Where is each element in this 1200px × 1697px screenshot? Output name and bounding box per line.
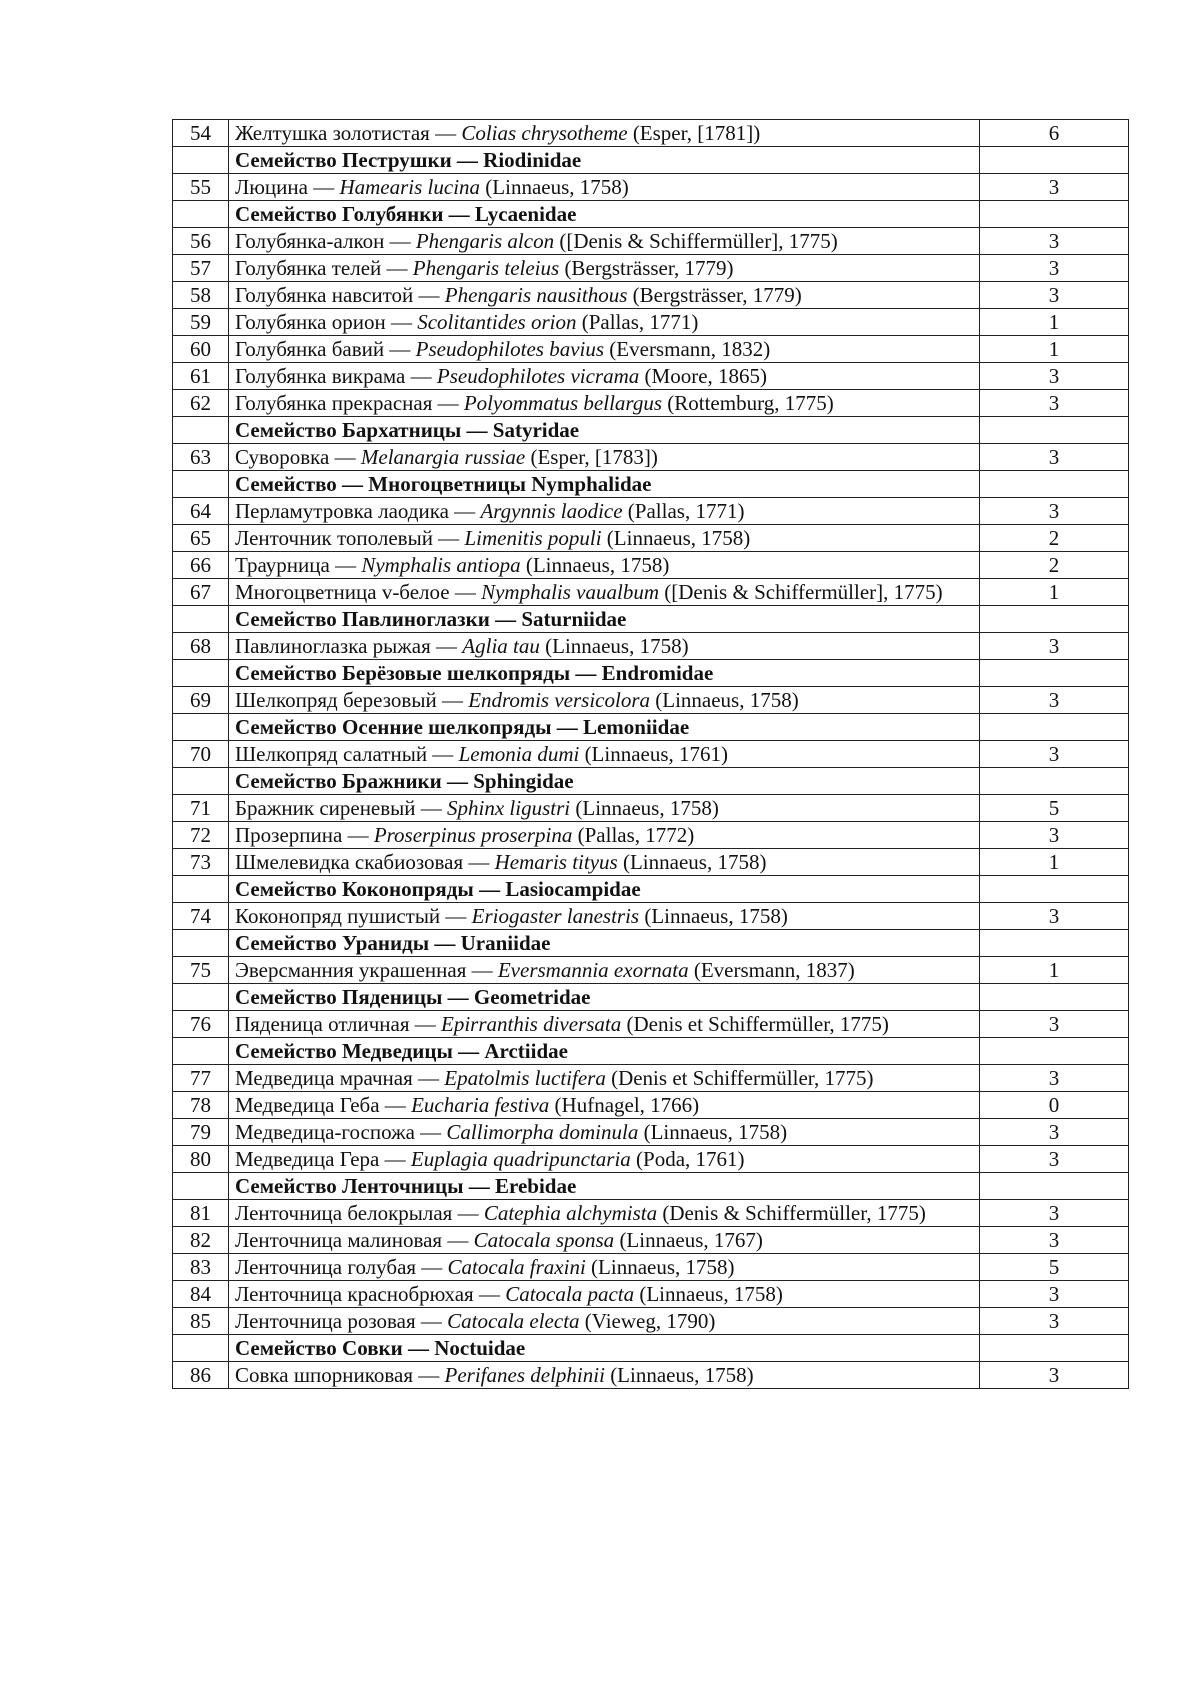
row-number: 76 <box>173 1011 229 1038</box>
table-row <box>173 741 1129 768</box>
species-name-cell <box>229 1011 980 1038</box>
row-number-cell <box>173 984 229 1011</box>
table-row <box>173 444 1129 471</box>
status-category: 3 <box>980 1119 1129 1146</box>
family-header-row <box>173 876 1129 903</box>
russian-name: Ленточник тополевый — <box>235 526 460 550</box>
family-title: Семейство Ленточницы — Erebidae <box>229 1173 980 1200</box>
latin-name: Scolitantides orion <box>417 310 577 334</box>
latin-name: Limenitis populi <box>464 526 602 550</box>
species-name-cell <box>229 120 980 147</box>
table-row <box>173 498 1129 525</box>
author-citation: (Bergsträsser, 1779) <box>632 283 802 307</box>
status-category: 3 <box>980 1200 1129 1227</box>
author-citation: (Eversmann, 1837) <box>693 958 855 982</box>
row-number: 61 <box>173 363 229 390</box>
row-number: 59 <box>173 309 229 336</box>
status-category: 3 <box>980 687 1129 714</box>
row-number: 82 <box>173 1227 229 1254</box>
table-row <box>173 1119 1129 1146</box>
russian-name: Голубянка викрама — <box>235 364 432 388</box>
russian-name: Коконопряд пушистый — <box>235 904 467 928</box>
author-citation: (Denis & Schiffermüller, 1775) <box>662 1201 926 1225</box>
species-name-cell <box>229 903 980 930</box>
value-cell <box>980 1335 1129 1362</box>
author-citation: (Linnaeus, 1758) <box>485 175 629 199</box>
latin-name: Aglia tau <box>462 634 540 658</box>
row-number: 56 <box>173 228 229 255</box>
family-header-row <box>173 1173 1129 1200</box>
row-number: 83 <box>173 1254 229 1281</box>
latin-name: Lemonia dumi <box>458 742 580 766</box>
russian-name: Перламутровка лаодика — <box>235 499 476 523</box>
russian-name: Ленточница малиновая — <box>235 1228 469 1252</box>
russian-name: Голубянка телей — <box>235 256 408 280</box>
latin-name: Euplagia quadripunctaria <box>410 1147 631 1171</box>
status-category: 3 <box>980 1146 1129 1173</box>
species-name-cell <box>229 1362 980 1389</box>
author-citation: (Linnaeus, 1758) <box>610 1363 754 1387</box>
table-row <box>173 795 1129 822</box>
row-number-cell <box>173 1173 229 1200</box>
family-header-row <box>173 471 1129 498</box>
status-category: 3 <box>980 741 1129 768</box>
latin-name: Argynnis laodice <box>480 499 623 523</box>
status-category: 1 <box>980 336 1129 363</box>
latin-name: Eriogaster lanestris <box>471 904 640 928</box>
table-row <box>173 525 1129 552</box>
row-number: 65 <box>173 525 229 552</box>
value-cell <box>980 606 1129 633</box>
russian-name: Желтушка золотистая — <box>235 121 457 145</box>
row-number-cell <box>173 147 229 174</box>
species-name-cell <box>229 849 980 876</box>
family-header-row <box>173 1335 1129 1362</box>
row-number: 77 <box>173 1065 229 1092</box>
row-number-cell <box>173 606 229 633</box>
species-name-cell <box>229 498 980 525</box>
row-number: 71 <box>173 795 229 822</box>
russian-name: Эверсманния украшенная — <box>235 958 493 982</box>
table-row <box>173 309 1129 336</box>
status-category: 3 <box>980 1308 1129 1335</box>
author-citation: (Pallas, 1772) <box>577 823 695 847</box>
row-number: 55 <box>173 174 229 201</box>
author-citation: ([Denis & Schiffermüller], 1775) <box>559 229 838 253</box>
latin-name: Endromis versicolora <box>468 688 650 712</box>
status-category: 1 <box>980 957 1129 984</box>
table-row <box>173 1308 1129 1335</box>
latin-name: Catocala pacta <box>505 1282 635 1306</box>
latin-name: Colias chrysotheme <box>461 121 628 145</box>
author-citation: (Moore, 1865) <box>644 364 768 388</box>
table-row <box>173 1281 1129 1308</box>
author-citation: (Bergsträsser, 1779) <box>564 256 734 280</box>
russian-name: Голубянка-алкон — <box>235 229 411 253</box>
species-name-cell <box>229 741 980 768</box>
table-row <box>173 1092 1129 1119</box>
row-number: 60 <box>173 336 229 363</box>
status-category: 3 <box>980 282 1129 309</box>
latin-name: Phengaris alcon <box>415 229 555 253</box>
latin-name: Catocala fraxini <box>447 1255 586 1279</box>
species-name-cell <box>229 579 980 606</box>
author-citation: (Eversmann, 1832) <box>609 337 771 361</box>
row-number: 58 <box>173 282 229 309</box>
row-number: 78 <box>173 1092 229 1119</box>
value-cell <box>980 1173 1129 1200</box>
row-number: 70 <box>173 741 229 768</box>
author-citation: (Esper, [1781]) <box>632 121 761 145</box>
value-cell <box>980 660 1129 687</box>
value-cell <box>980 417 1129 444</box>
russian-name: Голубянка навситой — <box>235 283 440 307</box>
row-number: 69 <box>173 687 229 714</box>
latin-name: Pseudophilotes vicrama <box>436 364 640 388</box>
table-row <box>173 1362 1129 1389</box>
status-category: 3 <box>980 363 1129 390</box>
species-name-cell <box>229 1281 980 1308</box>
status-category: 3 <box>980 1227 1129 1254</box>
species-name-cell <box>229 525 980 552</box>
latin-name: Perifanes delphinii <box>444 1363 605 1387</box>
latin-name: Hemaris tityus <box>494 850 618 874</box>
family-title: Семейство Павлиноглазки — Saturniidae <box>229 606 980 633</box>
row-number: 67 <box>173 579 229 606</box>
author-citation: (Linnaeus, 1758) <box>545 634 689 658</box>
table-row <box>173 390 1129 417</box>
species-name-cell <box>229 552 980 579</box>
status-category: 3 <box>980 903 1129 930</box>
author-citation: (Pallas, 1771) <box>581 310 699 334</box>
row-number: 68 <box>173 633 229 660</box>
table-row <box>173 903 1129 930</box>
species-name-cell <box>229 390 980 417</box>
author-citation: (Linnaeus, 1761) <box>584 742 729 766</box>
status-category: 3 <box>980 633 1129 660</box>
status-category: 3 <box>980 174 1129 201</box>
family-title: Семейство Бархатницы — Satyridae <box>229 417 980 444</box>
row-number: 84 <box>173 1281 229 1308</box>
family-header-row <box>173 1038 1129 1065</box>
species-name-cell <box>229 1146 980 1173</box>
row-number-cell <box>173 930 229 957</box>
row-number: 74 <box>173 903 229 930</box>
latin-name: Melanargia russiae <box>360 445 526 469</box>
table-row <box>173 822 1129 849</box>
russian-name: Прозерпина — <box>235 823 369 847</box>
species-name-cell <box>229 957 980 984</box>
table-row <box>173 579 1129 606</box>
author-citation: (Linnaeus, 1758) <box>643 1120 788 1144</box>
value-cell <box>980 714 1129 741</box>
author-citation: (Rottemburg, 1775) <box>667 391 834 415</box>
family-title: Семейство Пеструшки — Riodinidae <box>229 147 980 174</box>
family-title: Семейство Коконопряды — Lasiocampidae <box>229 876 980 903</box>
table-row <box>173 336 1129 363</box>
author-citation: (Linnaeus, 1758) <box>525 553 670 577</box>
status-category: 5 <box>980 795 1129 822</box>
row-number: 73 <box>173 849 229 876</box>
table-row <box>173 849 1129 876</box>
family-header-row <box>173 984 1129 1011</box>
status-category: 3 <box>980 822 1129 849</box>
species-name-cell <box>229 174 980 201</box>
table-row <box>173 228 1129 255</box>
russian-name: Медведица Гера — <box>235 1147 406 1171</box>
family-title: Семейство Бражники — Sphingidae <box>229 768 980 795</box>
author-citation: (Linnaeus, 1758) <box>575 796 719 820</box>
latin-name: Polyommatus bellargus <box>463 391 662 415</box>
table-row <box>173 552 1129 579</box>
species-name-cell <box>229 255 980 282</box>
status-category: 3 <box>980 1011 1129 1038</box>
latin-name: Epatolmis luctifera <box>444 1066 606 1090</box>
russian-name: Медведица Геба — <box>235 1093 406 1117</box>
status-category: 3 <box>980 1362 1129 1389</box>
species-name-cell <box>229 1227 980 1254</box>
table-row <box>173 633 1129 660</box>
row-number-cell <box>173 714 229 741</box>
family-title: Семейство Осенние шелкопряды — Lemoniidae <box>229 714 980 741</box>
row-number: 63 <box>173 444 229 471</box>
species-name-cell <box>229 1254 980 1281</box>
latin-name: Eversmannia exornata <box>497 958 689 982</box>
row-number-cell <box>173 201 229 228</box>
russian-name: Ленточница голубая — <box>235 1255 443 1279</box>
author-citation: (Esper, [1783]) <box>530 445 658 469</box>
species-name-cell <box>229 795 980 822</box>
latin-name: Catocala sponsa <box>473 1228 615 1252</box>
russian-name: Суворовка — <box>235 445 356 469</box>
status-category: 2 <box>980 525 1129 552</box>
family-title: Семейство — Многоцветницы Nymphalidae <box>229 471 980 498</box>
table-row <box>173 1011 1129 1038</box>
row-number-cell <box>173 660 229 687</box>
family-header-row <box>173 201 1129 228</box>
species-name-cell <box>229 1065 980 1092</box>
family-title: Семейство Ураниды — Uraniidae <box>229 930 980 957</box>
russian-name: Многоцветница v-белое — <box>235 580 476 604</box>
row-number: 86 <box>173 1362 229 1389</box>
author-citation: (Linnaeus, 1767) <box>619 1228 763 1252</box>
russian-name: Ленточница краснобрюхая — <box>235 1282 500 1306</box>
russian-name: Шелкопряд березовый — <box>235 688 463 712</box>
row-number: 57 <box>173 255 229 282</box>
table-row <box>173 282 1129 309</box>
family-header-row <box>173 417 1129 444</box>
status-category: 6 <box>980 120 1129 147</box>
latin-name: Eucharia festiva <box>411 1093 550 1117</box>
status-category: 5 <box>980 1254 1129 1281</box>
author-citation: (Denis et Schiffermüller, 1775) <box>626 1012 889 1036</box>
species-name-cell <box>229 1308 980 1335</box>
row-number-cell <box>173 471 229 498</box>
latin-name: Nymphalis antiopa <box>361 553 521 577</box>
status-category: 1 <box>980 579 1129 606</box>
table-row <box>173 1065 1129 1092</box>
value-cell <box>980 471 1129 498</box>
status-category: 3 <box>980 498 1129 525</box>
family-title: Семейство Медведицы — Arctiidae <box>229 1038 980 1065</box>
russian-name: Ленточница белокрылая — <box>235 1201 479 1225</box>
russian-name: Люцина — <box>235 175 335 199</box>
row-number: 75 <box>173 957 229 984</box>
latin-name: Nymphalis vaualbum <box>481 580 659 604</box>
value-cell <box>980 930 1129 957</box>
family-title: Семейство Берёзовые шелкопряды — Endromidae <box>229 660 980 687</box>
species-name-cell <box>229 822 980 849</box>
latin-name: Epirranthis diversata <box>441 1012 622 1036</box>
russian-name: Шмелевидка скабиозовая — <box>235 850 490 874</box>
family-title: Семейство Голубянки — Lycaenidae <box>229 201 980 228</box>
russian-name: Голубянка прекрасная — <box>235 391 459 415</box>
species-name-cell <box>229 309 980 336</box>
table-row <box>173 957 1129 984</box>
table-row <box>173 363 1129 390</box>
latin-name: Sphinx ligustri <box>447 796 571 820</box>
status-category: 3 <box>980 390 1129 417</box>
russian-name: Пяденица отличная — <box>235 1012 436 1036</box>
author-citation: (Denis et Schiffermüller, 1775) <box>611 1066 874 1090</box>
row-number-cell <box>173 1038 229 1065</box>
author-citation: (Linnaeus, 1758) <box>591 1255 735 1279</box>
value-cell <box>980 768 1129 795</box>
row-number: 54 <box>173 120 229 147</box>
species-name-cell <box>229 1200 980 1227</box>
latin-name: Callimorpha dominula <box>446 1120 639 1144</box>
russian-name: Медведица мрачная — <box>235 1066 439 1090</box>
status-category: 1 <box>980 849 1129 876</box>
table-row <box>173 1254 1129 1281</box>
row-number: 62 <box>173 390 229 417</box>
author-citation: (Hufnagel, 1766) <box>554 1093 700 1117</box>
row-number: 79 <box>173 1119 229 1146</box>
row-number: 81 <box>173 1200 229 1227</box>
table-row <box>173 255 1129 282</box>
russian-name: Бражник сиреневый — <box>235 796 442 820</box>
status-category: 3 <box>980 444 1129 471</box>
status-category: 3 <box>980 228 1129 255</box>
russian-name: Павлиноглазка рыжая — <box>235 634 458 658</box>
russian-name: Ленточница розовая — <box>235 1309 442 1333</box>
russian-name: Медведица-госпожа — <box>235 1120 442 1144</box>
species-name-cell <box>229 633 980 660</box>
latin-name: Catephia alchymista <box>483 1201 658 1225</box>
russian-name: Шелкопряд салатный — <box>235 742 454 766</box>
table-row <box>173 120 1129 147</box>
row-number: 80 <box>173 1146 229 1173</box>
family-title: Семейство Пяденицы — Geometridae <box>229 984 980 1011</box>
family-header-row <box>173 606 1129 633</box>
species-name-cell <box>229 1092 980 1119</box>
family-header-row <box>173 147 1129 174</box>
family-header-row <box>173 660 1129 687</box>
latin-name: Phengaris nausithous <box>444 283 628 307</box>
species-table <box>172 119 1129 1389</box>
author-citation: (Poda, 1761) <box>636 1147 745 1171</box>
value-cell <box>980 201 1129 228</box>
family-header-row <box>173 768 1129 795</box>
table-row <box>173 1200 1129 1227</box>
species-name-cell <box>229 687 980 714</box>
species-table-body <box>173 120 1129 1389</box>
row-number: 85 <box>173 1308 229 1335</box>
latin-name: Proserpinus proserpina <box>373 823 573 847</box>
row-number: 72 <box>173 822 229 849</box>
row-number-cell <box>173 876 229 903</box>
russian-name: Голубянка бавий — <box>235 337 411 361</box>
row-number: 64 <box>173 498 229 525</box>
author-citation: (Linnaeus, 1758) <box>622 850 767 874</box>
family-header-row <box>173 714 1129 741</box>
author-citation: (Linnaeus, 1758) <box>639 1282 783 1306</box>
status-category: 3 <box>980 1065 1129 1092</box>
status-category: 3 <box>980 1281 1129 1308</box>
russian-name: Траурница — <box>235 553 357 577</box>
value-cell <box>980 147 1129 174</box>
table-row <box>173 687 1129 714</box>
species-name-cell <box>229 363 980 390</box>
author-citation: (Linnaeus, 1758) <box>655 688 799 712</box>
author-citation: ([Denis & Schiffermüller], 1775) <box>664 580 943 604</box>
author-citation: (Pallas, 1771) <box>627 499 745 523</box>
latin-name: Hamearis lucina <box>339 175 481 199</box>
author-citation: (Linnaeus, 1758) <box>644 904 788 928</box>
value-cell <box>980 876 1129 903</box>
table-row <box>173 174 1129 201</box>
species-name-cell <box>229 282 980 309</box>
family-title: Семейство Совки — Noctuidae <box>229 1335 980 1362</box>
value-cell <box>980 1038 1129 1065</box>
species-name-cell <box>229 336 980 363</box>
latin-name: Phengaris teleius <box>412 256 560 280</box>
row-number-cell <box>173 1335 229 1362</box>
status-category: 1 <box>980 309 1129 336</box>
row-number: 66 <box>173 552 229 579</box>
row-number-cell <box>173 768 229 795</box>
table-row <box>173 1227 1129 1254</box>
family-header-row <box>173 930 1129 957</box>
author-citation: (Linnaeus, 1758) <box>606 526 751 550</box>
russian-name: Совка шпорниковая — <box>235 1363 440 1387</box>
species-name-cell <box>229 444 980 471</box>
row-number-cell <box>173 417 229 444</box>
latin-name: Catocala electa <box>447 1309 580 1333</box>
table-row <box>173 1146 1129 1173</box>
author-citation: (Vieweg, 1790) <box>584 1309 716 1333</box>
status-category: 2 <box>980 552 1129 579</box>
species-name-cell <box>229 1119 980 1146</box>
russian-name: Голубянка орион — <box>235 310 412 334</box>
latin-name: Pseudophilotes bavius <box>415 337 605 361</box>
status-category: 0 <box>980 1092 1129 1119</box>
status-category: 3 <box>980 255 1129 282</box>
value-cell <box>980 984 1129 1011</box>
species-name-cell <box>229 228 980 255</box>
